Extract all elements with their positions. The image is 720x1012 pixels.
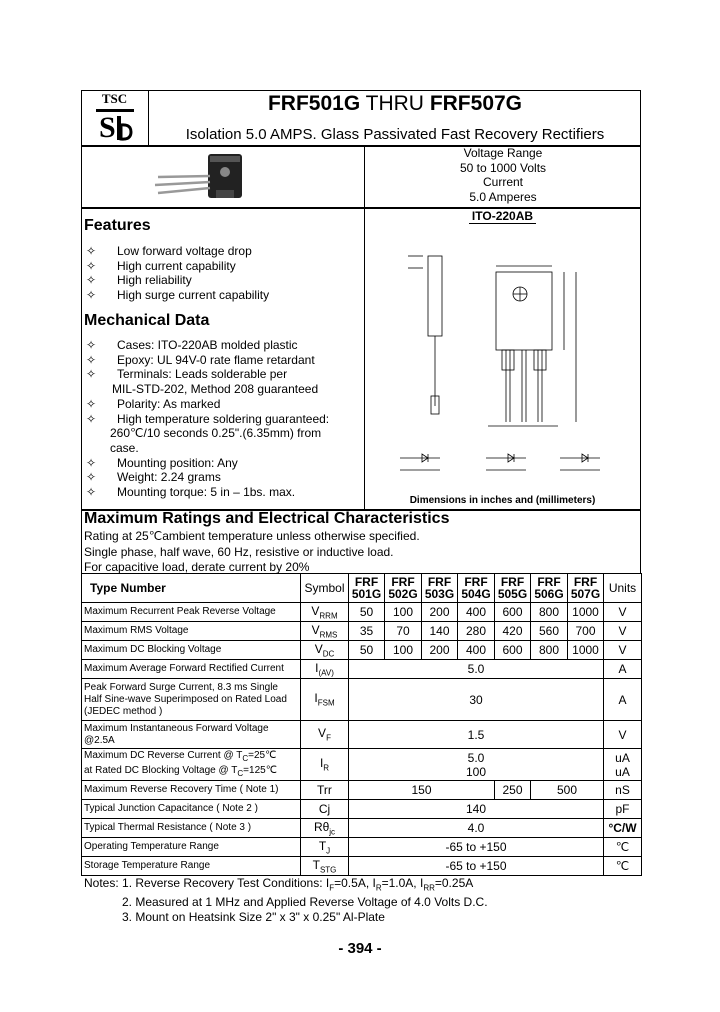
ratings-note-3: For capacitive load, derate current by 20% xyxy=(84,560,310,574)
list-item: ✧ Mounting position: Any xyxy=(86,455,238,470)
features-list xyxy=(86,244,362,303)
list-item: case. xyxy=(110,440,139,455)
mechanical-heading: Mechanical Data xyxy=(84,312,210,329)
package-photo-icon xyxy=(150,150,260,205)
package-name: ITO-220AB xyxy=(364,209,641,223)
bullet-icon: ✧ xyxy=(86,455,97,470)
list-item: ✧ High temperature soldering guaranteed: xyxy=(86,411,330,426)
notes xyxy=(84,876,488,925)
table-row: Maximum RMS Voltage $V_{RMS}$ 35 70 140 280 420 560 700 V xyxy=(82,622,642,641)
features-heading: Features xyxy=(84,217,151,234)
list-item: ✧ Terminals: Leads solderable per xyxy=(86,367,288,382)
ratings-table xyxy=(81,573,642,876)
bullet-icon: ✧ xyxy=(86,367,97,382)
title-part1: FRF501G xyxy=(267,92,361,115)
type-col: FRF 506G xyxy=(531,574,568,603)
table-row: Storage Temperature Range $T_{STG}$ -65 to +150 ℃ xyxy=(82,857,642,876)
list-item: ✧ Weight: 2.24 grams xyxy=(86,470,221,485)
bullet-icon: ✧ xyxy=(86,396,97,411)
list-item: ✧ High current capability xyxy=(86,258,236,273)
ratings-note-1: Rating at 25℃ambient temperature unless otherwise specified. xyxy=(84,529,420,543)
bullet-icon: ✧ xyxy=(86,273,97,288)
mechanical-list xyxy=(86,338,362,500)
list-item: ✧ High surge current capability xyxy=(86,288,270,303)
type-col: FRF 507G xyxy=(568,574,604,603)
bullet-icon: ✧ xyxy=(86,411,97,426)
tsc-logo xyxy=(81,90,149,146)
symbol-header: Symbol xyxy=(301,574,349,603)
voltage-range-block xyxy=(365,146,641,204)
logo-text: TSC xyxy=(101,91,128,106)
bullet-icon: ✧ xyxy=(86,338,97,352)
list-item: ✧ Epoxy: UL 94V-0 rate flame retardant xyxy=(86,352,315,367)
list-item: ✧ Polarity: As marked xyxy=(86,396,221,411)
list-item: 260℃/10 seconds 0.25".(6.35mm) from xyxy=(110,426,322,441)
package-outline-drawing xyxy=(368,226,638,494)
table-row: Maximum Reverse Recovery Time ( Note 1) Trr 150 250 500 nS xyxy=(82,781,642,800)
note-3: 3. Mount on Heatsink Size 2" x 3" x 0.25" Al-Plate xyxy=(122,910,385,925)
type-col: FRF 501G xyxy=(349,574,385,603)
dimension-caption: Dimensions in inches and (millimeters) xyxy=(409,495,596,506)
table-row: Peak Forward Surge Current, 8.3 ms Single Half Sine-wave Superimposed on Rated Load (JEDEC method ) $I_{FSM}$ 30 A xyxy=(82,679,642,721)
table-row: Maximum DC Blocking Voltage $V_{DC}$ 50 100 200 400 600 800 1000 V xyxy=(82,641,642,660)
list-item: ✧ High reliability xyxy=(86,273,192,288)
bullet-icon: ✧ xyxy=(86,244,97,258)
table-row: Operating Temperature Range $T_J$ -65 to +150 ℃ xyxy=(82,838,642,857)
list-item: ✧ Mounting torque: 5 in – 1bs. max. xyxy=(86,485,296,500)
voltage-range-value: 50 to 1000 Volts xyxy=(459,160,547,175)
units-header: Units xyxy=(604,574,642,603)
table-row: Typical Junction Capacitance ( Note 2 ) Cj 140 pF xyxy=(82,800,642,819)
voltage-range-label: Voltage Range xyxy=(463,146,543,160)
note-2: 2. Measured at 1 MHz and Applied Reverse Voltage of 4.0 Volts D.C. xyxy=(122,895,488,910)
type-col: FRF 503G xyxy=(422,574,458,603)
bullet-icon: ✧ xyxy=(86,352,97,367)
type-col: FRF 505G xyxy=(495,574,531,603)
ratings-heading: Maximum Ratings and Electrical Characteristics xyxy=(84,510,450,527)
table-row: Maximum Average Forward Rectified Current $I_{(AV)}$ 5.0 A xyxy=(82,660,642,679)
note-1: Notes: 1. Reverse Recovery Test Conditions: $I_F=0.5A$, $I_R=1.0A$, $I_{RR}=0.25A$ xyxy=(84,876,474,893)
table-row: Maximum Recurrent Peak Reverse Voltage $V_{RRM}$ 50 100 200 400 600 800 1000 V xyxy=(82,603,642,622)
current-label: Current xyxy=(482,175,523,189)
ratings-note-2: Single phase, half wave, 60 Hz, resistive or inductive load. xyxy=(84,545,394,559)
page-title xyxy=(150,92,640,116)
list-item: ✧ Cases: ITO-220AB molded plastic xyxy=(86,338,298,352)
type-col: FRF 504G xyxy=(458,574,495,603)
page-number: - 394 - xyxy=(338,940,382,957)
list-item: MIL-STD-202, Method 208 guaranteed xyxy=(112,382,319,397)
svg-text:S: S xyxy=(99,111,116,143)
type-number-header: Type Number xyxy=(82,574,301,603)
bullet-icon: ✧ xyxy=(86,258,97,273)
bullet-icon: ✧ xyxy=(86,470,97,485)
table-header-row xyxy=(82,574,642,603)
bullet-icon: ✧ xyxy=(86,288,97,303)
bullet-icon: ✧ xyxy=(86,485,97,500)
table-row: Typical Thermal Resistance ( Note 3 ) $R\theta_{jc}$ 4.0 °C/W xyxy=(82,819,642,838)
title-mid: THRU xyxy=(360,92,430,115)
title-part2: FRF507G xyxy=(429,92,523,115)
subtitle: Isolation 5.0 AMPS. Glass Passivated Fast Recovery Rectifiers xyxy=(185,126,605,143)
logo-mark-icon xyxy=(95,107,135,143)
list-item: ✧ Low forward voltage drop xyxy=(86,244,252,258)
table-row: Maximum DC Reverse Current @ $T_C=25℃$ at Rated DC Blocking Voltage @ $T_C=125℃$ $I_R$ 5.0 100 uA uA xyxy=(82,749,642,781)
type-col: FRF 502G xyxy=(385,574,422,603)
current-value: 5.0 Amperes xyxy=(469,189,537,204)
table-row: Maximum Instantaneous Forward Voltage @2.5A $V_F$ 1.5 V xyxy=(82,721,642,749)
